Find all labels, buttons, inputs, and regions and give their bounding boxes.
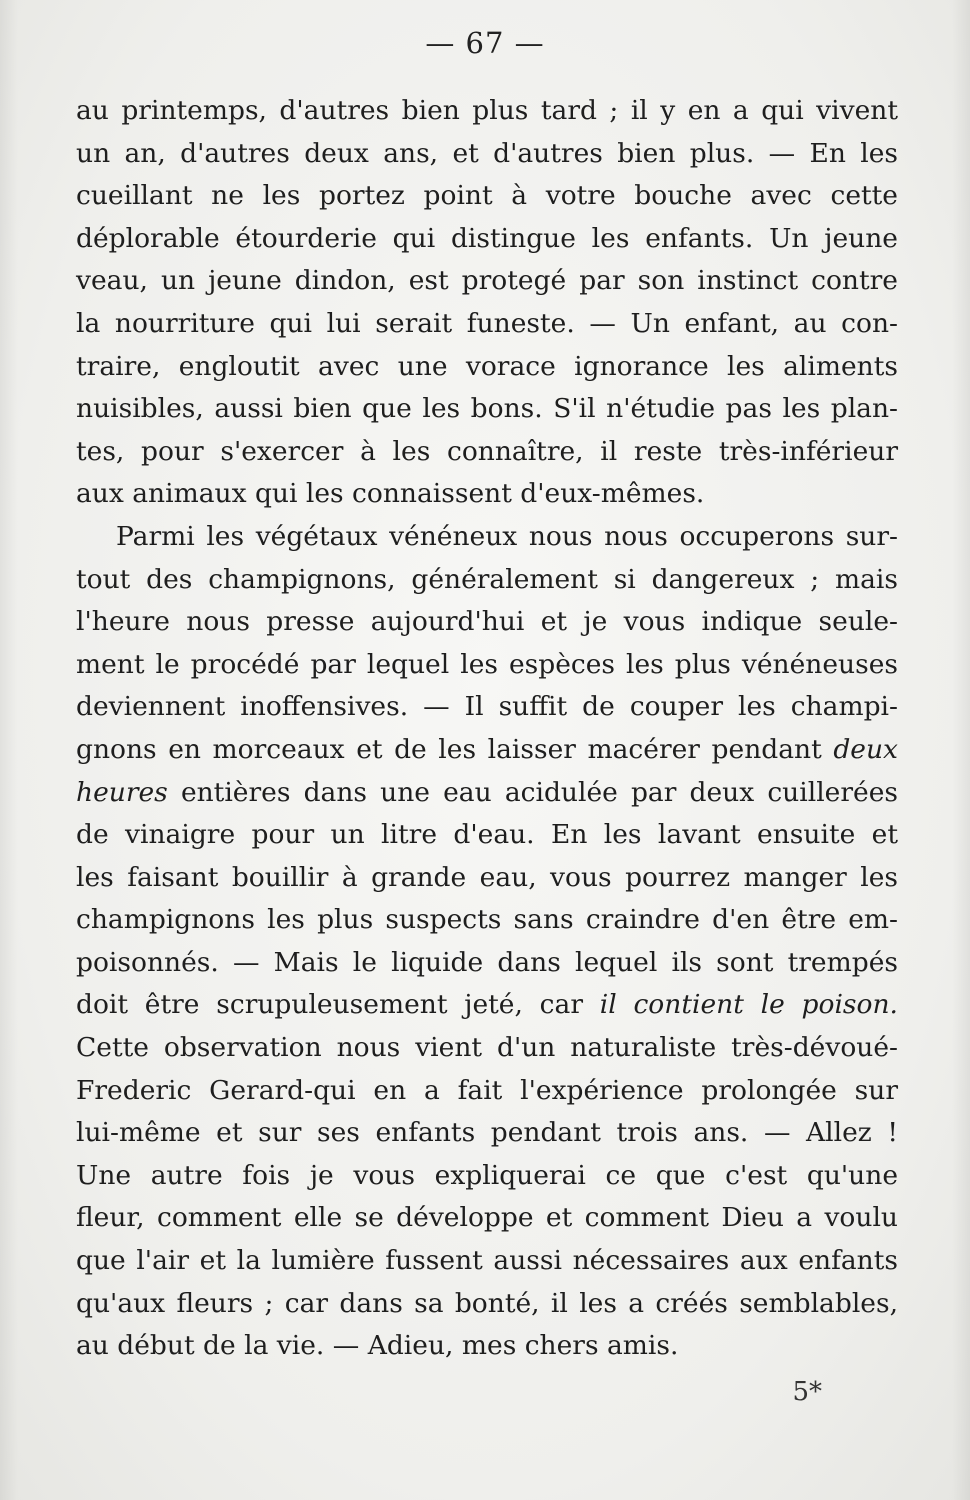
text-line: aux animaux qui les connaissent d'eux-mêmes. bbox=[76, 478, 705, 510]
text-line: champignons les plus suspects sans craindre d'en être em- bbox=[76, 904, 898, 936]
text-line: au printemps, d'autres bien plus tard ; il y en a qui vivent bbox=[76, 95, 898, 126]
text-line: ment le procédé par lequel les espèces les plus vénéneuses bbox=[76, 648, 898, 680]
text-line: veau, un jeune dindon, est protegé par son instinct contre bbox=[76, 265, 898, 297]
text-line: cueillant ne les portez point à votre bouche avec cette bbox=[76, 180, 898, 212]
text-line: lui-même et sur ses enfants pendant trois ans. — Allez ! bbox=[76, 1117, 898, 1149]
text-line: qu'aux fleurs ; car dans sa bonté, il les a créés semblables, bbox=[76, 1287, 898, 1319]
text-line: nuisibles, aussi bien que les bons. S'il n'étudie pas les plan- bbox=[76, 393, 898, 425]
body-text bbox=[76, 90, 898, 1368]
italic-fragment: il contient le poison. bbox=[599, 989, 898, 1021]
page-edge-shadow-left bbox=[0, 0, 18, 1500]
text-line: au début de la vie. — Adieu, mes chers amis. bbox=[76, 1330, 679, 1362]
text-line: déplorable étourderie qui distingue les enfants. Un jeune bbox=[76, 222, 898, 254]
text-line: un an, d'autres deux ans, et d'autres bien plus. — En les bbox=[76, 137, 898, 169]
text-line: tes, pour s'exercer à les connaître, il reste très-inférieur bbox=[76, 435, 898, 467]
text-line-with-italic bbox=[76, 984, 898, 1027]
text-line: poisonnés. — Mais le liquide dans lequel ils sont trempés bbox=[76, 946, 898, 978]
text-line: deviennent inoffensives. — Il suffit de couper les champi- bbox=[76, 691, 898, 723]
text-line: les faisant bouillir à grande eau, vous pourrez manger les bbox=[76, 861, 898, 893]
page-edge-shadow-right bbox=[952, 0, 970, 1500]
text-line: l'heure nous presse aujourd'hui et je vous indique seule- bbox=[76, 606, 898, 638]
text-line: tout des champignons, généralement si dangereux ; mais bbox=[76, 563, 898, 595]
text-line: Parmi les végétaux vénéneux nous nous occuperons sur- bbox=[116, 520, 898, 552]
text-fragment: entières dans une eau acidulée par deux cuillerées bbox=[180, 776, 898, 808]
page-number: — 67 — bbox=[425, 26, 545, 60]
text-line: Une autre fois je vous expliquerai ce que c'est qu'une bbox=[76, 1159, 898, 1191]
text-line-with-italic bbox=[76, 729, 898, 772]
text-line: que l'air et la lumière fussent aussi nécessaires aux enfants bbox=[76, 1245, 898, 1277]
italic-fragment: heures bbox=[76, 776, 168, 808]
text-line: traire, engloutit avec une vorace ignorance les aliments bbox=[76, 350, 898, 382]
text-line: fleur, comment elle se développe et comment Dieu a voulu bbox=[76, 1202, 898, 1234]
text-line: de vinaigre pour un litre d'eau. En les lavant ensuite et bbox=[76, 819, 898, 851]
text-line: Cette observation nous vient d'un naturaliste très-dévoué- bbox=[76, 1032, 898, 1064]
text-fragment: gnons en morceaux et de les laisser macérer pendant bbox=[76, 733, 822, 765]
text-line: Frederic Gerard-qui en a fait l'expérience prolongée sur bbox=[76, 1074, 898, 1106]
text-line: la nourriture qui lui serait funeste. — Un enfant, au con- bbox=[76, 307, 898, 339]
text-line-with-italic bbox=[76, 772, 898, 815]
italic-fragment: deux bbox=[833, 733, 898, 765]
printer-signature-mark: 5* bbox=[792, 1377, 822, 1407]
text-fragment: doit être scrupuleusement jeté, car bbox=[76, 989, 583, 1021]
